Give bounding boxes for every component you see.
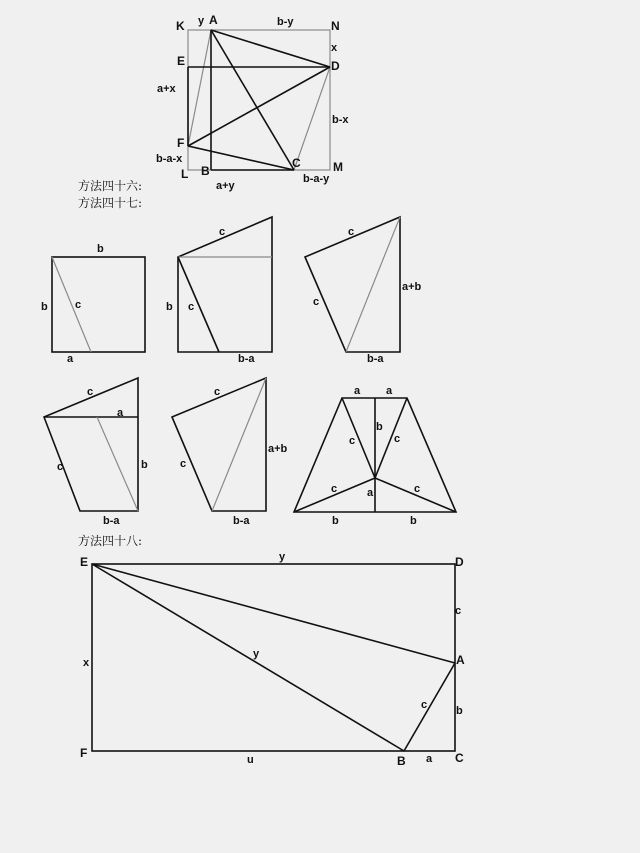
label-b-right: b (141, 459, 148, 471)
label-b-a: b-a (238, 353, 255, 365)
line-AB (404, 663, 455, 751)
point-L-label: L (181, 167, 189, 181)
label-b-top: b (97, 243, 104, 255)
label-b-left: b (332, 515, 339, 527)
label-c: c (75, 299, 82, 311)
point-E-label: E (177, 54, 186, 68)
label-y-diagonal: y (253, 648, 260, 660)
label-a: a (117, 407, 124, 419)
inner-square-ADCF (188, 30, 330, 170)
point-C-label: C (455, 751, 464, 765)
label-c-left: c (180, 458, 187, 470)
label-c-right: c (455, 605, 462, 617)
method47-figure-3 (305, 217, 422, 365)
label-a: a (67, 353, 74, 365)
spoke-ul (342, 398, 375, 478)
label-b-a: b-a (367, 353, 384, 365)
label-x-left: x (83, 657, 90, 669)
outer-square-KNML (188, 30, 330, 170)
label-c-top: c (348, 226, 355, 238)
method47-figure-2 (166, 217, 272, 365)
method47-figure-5 (172, 378, 288, 527)
label-c-inner: c (188, 301, 195, 313)
square-b (52, 257, 145, 352)
spoke-ur (375, 398, 407, 478)
method47-figure-6 (294, 385, 456, 527)
label-c-ll: c (331, 483, 338, 495)
inner-segment (97, 417, 138, 511)
label-c-top: c (87, 386, 94, 398)
point-K-label: K (176, 19, 185, 33)
label-b-a-y: b-a-y (303, 173, 330, 185)
label-c-top: c (214, 386, 221, 398)
label-a+y: a+y (216, 180, 235, 192)
label-y-top: y (279, 551, 286, 563)
label-b-left: b (166, 301, 173, 313)
point-N-label: N (331, 19, 340, 33)
label-c-diagonal: c (421, 699, 428, 711)
point-C-label: C (292, 156, 301, 170)
caption-method-48: 方法四十八: (78, 534, 143, 548)
point-D-label: D (455, 555, 464, 569)
point-B-label: B (201, 164, 210, 178)
label-b-y: b-y (277, 16, 294, 28)
label-c-ul: c (349, 435, 356, 447)
method48-figure (80, 551, 465, 768)
point-F-label: F (80, 746, 88, 760)
label-x: x (331, 42, 338, 54)
label-b-right: b (456, 705, 463, 717)
line-EA (92, 564, 455, 663)
label-b-left: b (41, 301, 48, 313)
label-a-right: a (386, 385, 393, 397)
label-a+x: a+x (157, 83, 176, 95)
method47-figure-1 (41, 243, 145, 365)
label-a-left: a (354, 385, 361, 397)
point-B-label: B (397, 754, 406, 768)
label-c-top: c (219, 226, 226, 238)
segment-c (178, 257, 219, 352)
label-b-a-x: b-a-x (156, 153, 183, 165)
label-c-left: c (57, 461, 64, 473)
label-a+b: a+b (402, 281, 422, 293)
point-A-label: A (209, 13, 218, 27)
label-b-a: b-a (103, 515, 120, 527)
hypotenuse-c (52, 257, 91, 352)
point-D-label: D (331, 59, 340, 73)
label-a+b: a+b (268, 443, 288, 455)
line-FD (188, 67, 330, 146)
caption-method-46: 方法四十六: (78, 179, 143, 193)
point-E-label: E (80, 555, 89, 569)
label-u-bottom: u (247, 754, 254, 766)
caption-method-47: 方法四十七: (78, 196, 143, 210)
label-b-right: b (410, 515, 417, 527)
method47-figure-4 (44, 378, 148, 527)
point-M-label: M (333, 160, 343, 174)
label-y: y (198, 15, 205, 27)
label-a-bottom: a (426, 753, 433, 765)
point-F-label: F (177, 136, 185, 150)
rectangle-EDCF (92, 564, 455, 751)
point-A-label: A (456, 653, 465, 667)
label-b-mid: b (376, 421, 383, 433)
label-b-a: b-a (233, 515, 250, 527)
label-c-lr: c (414, 483, 421, 495)
square-proof-figure (156, 13, 349, 192)
label-c-left: c (313, 296, 320, 308)
line-AC (211, 30, 294, 170)
label-a-center: a (367, 487, 374, 499)
label-b-x: b-x (332, 114, 349, 126)
label-c-ur: c (394, 433, 401, 445)
line-EB (92, 564, 404, 751)
